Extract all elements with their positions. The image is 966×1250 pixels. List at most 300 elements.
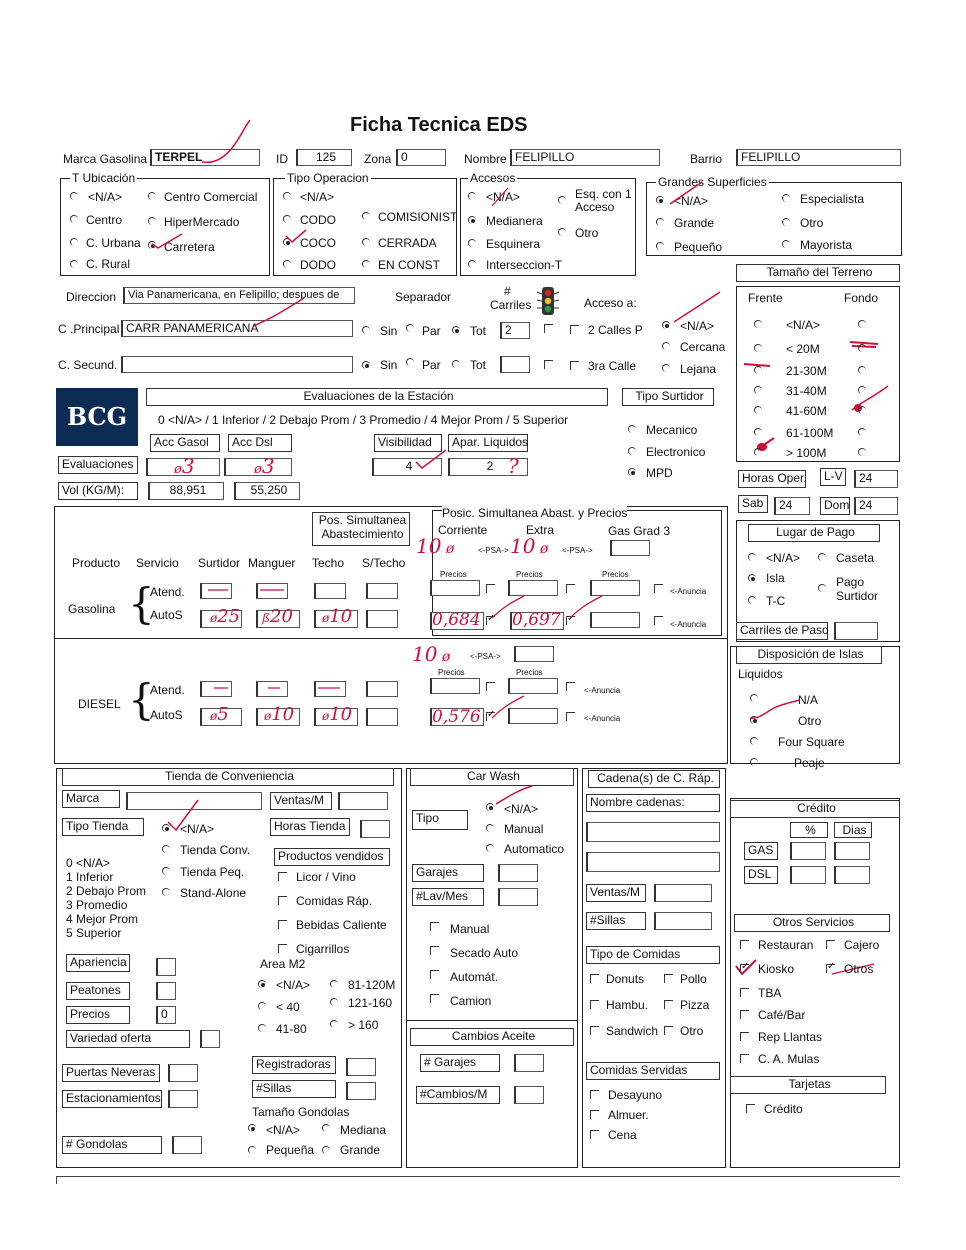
traffic-light-icon: [536, 286, 560, 316]
area-opt-na: <N/A>: [276, 978, 311, 992]
sep1-sin: Sin: [380, 324, 398, 338]
acc-dsl-label: Acc Dsl: [228, 434, 292, 452]
otros-item-chk[interactable]: [740, 1054, 749, 1063]
area-radio-40[interactable]: [258, 1002, 266, 1010]
cambios-garajes-field[interactable]: [514, 1054, 544, 1072]
cw-lav-label: #Lav/Mes: [412, 888, 484, 906]
terreno-frente-radio[interactable]: [754, 448, 762, 456]
apariencia-field[interactable]: [156, 958, 176, 976]
gas-psa-grad3[interactable]: [610, 540, 650, 556]
credito-dias-label: Dias: [834, 822, 872, 838]
tam-radio-na[interactable]: [248, 1124, 256, 1132]
carriles-field-1[interactable]: [500, 322, 530, 339]
comida-item-chk[interactable]: [590, 1026, 599, 1035]
gondolas-field[interactable]: [172, 1136, 202, 1154]
dsl-precios-2: Precios: [516, 668, 543, 677]
comida-item-label: Pizza: [680, 998, 710, 1012]
terreno-frente-radio[interactable]: [754, 366, 762, 374]
puertas-field[interactable]: [168, 1064, 198, 1082]
cambios-cambios-field[interactable]: [514, 1086, 544, 1104]
dsl-atend-label: Atend.: [150, 683, 185, 697]
tipo-op-radio-en-const[interactable]: [362, 260, 370, 268]
otros-item-chk[interactable]: [740, 1010, 749, 1019]
dos-calles-chk[interactable]: [570, 325, 579, 334]
ubicacion-opt-centro-comercial: Centro Comercial: [164, 190, 258, 204]
barrio-field[interactable]: [736, 149, 901, 166]
surtidor-radio-mecanico[interactable]: [628, 425, 636, 433]
pago-radio-isla[interactable]: [748, 574, 756, 582]
otros-item-chk[interactable]: [740, 964, 749, 973]
otros-item-chk[interactable]: [740, 1032, 749, 1041]
accesos-radio-esq[interactable]: [558, 196, 566, 204]
tienda-scale-item: 1 Inferior: [66, 870, 114, 884]
terreno-fondo-radio[interactable]: [858, 386, 866, 394]
accesos-radio-esquinera[interactable]: [468, 239, 476, 247]
area-radio-na[interactable]: [258, 980, 266, 988]
pago-radio-surtidor[interactable]: [818, 584, 826, 592]
comida-item-label: Pollo: [680, 972, 707, 986]
tipo-op-opt-en-const: EN CONST: [378, 258, 441, 272]
gas-autos-label: AutoS: [150, 608, 183, 622]
acc-gasol-hw-value: 3: [181, 454, 195, 478]
terreno-fondo-radio[interactable]: [858, 320, 866, 328]
pago-radio-caseta[interactable]: [818, 553, 826, 561]
direccion-field[interactable]: [123, 287, 355, 304]
gas-pos-hw-value: 10: [416, 534, 442, 558]
dom-field[interactable]: [854, 497, 898, 515]
terreno-fondo-radio[interactable]: [858, 406, 866, 414]
pago-opt-caseta: Caseta: [836, 551, 875, 565]
dsl-psa: <-PSA->: [470, 652, 501, 661]
dsl-pos-hw: [412, 642, 450, 666]
tipo-op-radio-dodo[interactable]: [283, 260, 291, 268]
surtidor-radio-electronico[interactable]: [628, 447, 636, 455]
stecho-header: S/Techo: [362, 556, 406, 570]
gs-radio-otro[interactable]: [782, 218, 790, 226]
dsl-price-mark: [488, 694, 528, 722]
otros-item-label: Cajero: [844, 938, 880, 952]
dsl-autos-surtidor-hw-prefix: ø: [210, 709, 218, 723]
terreno-title: Tamaño del Terreno: [736, 264, 900, 282]
tipo-op-opt-na: <N/A>: [300, 190, 335, 204]
terreno-fondo-radio[interactable]: [858, 366, 866, 374]
zona-field[interactable]: [396, 149, 446, 166]
area-opt-121: 121-160: [348, 996, 393, 1010]
carwash-title: Car Wash: [410, 768, 574, 786]
credito-chk-label: Crédito: [764, 1102, 803, 1116]
credito-chk[interactable]: [746, 1104, 755, 1113]
tienda-opt-conv: Tienda Conv.: [180, 843, 251, 857]
accesos-radio-medianera[interactable]: [468, 216, 476, 224]
area-radio-121[interactable]: [330, 998, 338, 1006]
sep2-par-radio[interactable]: [406, 358, 414, 366]
vol-dsl-field[interactable]: [234, 482, 300, 500]
tam-opt-mediana: Mediana: [340, 1123, 387, 1137]
cw-check-mark: [494, 784, 534, 808]
gas-precios-2: Precios: [516, 570, 543, 579]
accesos-opt-na: <N/A>: [486, 190, 521, 204]
grandes-superficies-title: Grandes Superficies: [658, 175, 767, 189]
carril-chk-1[interactable]: [544, 324, 553, 333]
gas-pos-hw: [416, 534, 454, 558]
dsl-autos-anuncia: <-Anuncia: [584, 714, 621, 723]
vol-gasol-field[interactable]: [148, 482, 224, 500]
id-field[interactable]: [296, 149, 352, 166]
otros-item-label: C. A. Mulas: [758, 1052, 820, 1066]
dsl-precios-1: Precios: [438, 668, 465, 677]
principal-label: C .Principal: [58, 322, 120, 336]
gs-radio-na[interactable]: [656, 196, 664, 204]
carretera-check-mark: [150, 232, 184, 250]
disposicion-sub: Liquidos: [738, 667, 783, 681]
gs-opt-especialista: Especialista: [800, 192, 865, 206]
gs-opt-na: <N/A>: [674, 194, 709, 208]
dsl-atend-precio-2[interactable]: [508, 678, 558, 694]
terreno-frente-radio[interactable]: [754, 320, 762, 328]
terreno-frente-radio[interactable]: [754, 386, 762, 394]
sep1-par: Par: [422, 324, 441, 338]
otros-item-chk[interactable]: [826, 940, 835, 949]
acceso-opt-lejana: Lejana: [680, 362, 717, 376]
gasolina-brace: {: [128, 579, 155, 628]
tipo-op-radio-cerrada[interactable]: [362, 238, 370, 246]
id-label: ID: [276, 152, 288, 166]
tercera-calle-label: 3ra Calle: [588, 359, 637, 373]
area-label: Area M2: [260, 957, 306, 971]
sab-label: Sab: [738, 495, 768, 513]
cambios-title: Cambios Aceite: [410, 1028, 574, 1046]
sep2-sin-radio[interactable]: [362, 361, 370, 369]
comida-item-chk[interactable]: [664, 974, 673, 983]
tipo-tienda-label: Tipo Tienda: [62, 818, 144, 836]
area-radio-160[interactable]: [330, 1020, 338, 1028]
tienda-radio-conv[interactable]: [162, 845, 170, 853]
cw-opt-na: <N/A>: [504, 802, 539, 816]
cadenas-nombre-field-1[interactable]: [586, 822, 720, 842]
registradoras-field[interactable]: [346, 1058, 376, 1076]
servida-item-chk[interactable]: [590, 1130, 599, 1139]
cw-garajes-field[interactable]: [498, 864, 538, 882]
gas-autos-surtidor-hw: [210, 606, 240, 627]
credito-dsl-dias[interactable]: [834, 866, 870, 884]
barrio-value: FELIPILLO: [741, 150, 801, 164]
estacionamientos-field[interactable]: [168, 1090, 198, 1108]
cw-radio-na[interactable]: [486, 803, 494, 811]
sep2-tot-radio[interactable]: [452, 360, 460, 368]
gas-atend-chk-1[interactable]: [486, 584, 495, 593]
peatones-label: Peatones: [66, 982, 130, 1000]
ubicacion-opt-na: <N/A>: [88, 190, 123, 204]
terreno-frente: Frente: [748, 291, 783, 305]
gas-atend-label: Atend.: [150, 585, 185, 599]
acc-gasol-label: Acc Gasol: [150, 434, 220, 452]
cw-item-chk[interactable]: [430, 922, 439, 931]
otros-item-chk[interactable]: [740, 940, 749, 949]
disp-radio-four[interactable]: [750, 737, 758, 745]
comida-item-label: Sandwich: [606, 1024, 659, 1038]
tienda-marca-label: Marca: [62, 790, 120, 808]
cw-lav-field[interactable]: [498, 888, 538, 906]
accesos-opt-medianera: Medianera: [486, 214, 543, 228]
gas-atend-precio-corriente[interactable]: [430, 580, 480, 596]
tercera-calle-chk[interactable]: [570, 361, 579, 370]
ubicacion-radio-rural[interactable]: [70, 260, 78, 268]
comida-item-chk[interactable]: [590, 1000, 599, 1009]
tienda-check-mark: [166, 798, 200, 834]
credito-gas-dias[interactable]: [834, 842, 870, 860]
vol-gasol-value: 88,951: [169, 483, 207, 497]
puertas-label: Puertas Neveras: [62, 1064, 160, 1082]
accesos-opt-esq: Esq. con 1 Acceso: [575, 187, 632, 214]
corriente-label: Corriente: [438, 523, 488, 537]
sep1-sin-radio[interactable]: [362, 326, 370, 334]
prod-item-label: Cigarrillos: [296, 942, 350, 956]
tienda-opt-stand: Stand-Alone: [180, 886, 247, 900]
apar-liquidos-label: Apar. Liquidos: [448, 434, 528, 452]
gas-autos-anuncia-chk[interactable]: [654, 616, 663, 625]
pago-opt-isla: Isla: [766, 571, 785, 585]
sab-field[interactable]: [774, 497, 810, 515]
terreno-fondo-radio[interactable]: [858, 448, 866, 456]
servida-item-label: Desayuno: [608, 1088, 663, 1102]
cadenas-sillas-label: #Sillas: [586, 912, 646, 930]
lv-label: L-V: [820, 468, 846, 486]
gs-radio-mayorista[interactable]: [782, 240, 790, 248]
cw-radio-auto[interactable]: [486, 844, 494, 852]
tam-opt-pequena: Pequeña: [266, 1143, 315, 1157]
tipo-operacion-title: Tipo Operacion: [287, 171, 369, 185]
dsl-autos-anuncia-chk[interactable]: [566, 712, 575, 721]
ubicacion-radio-urbana[interactable]: [70, 238, 78, 246]
otros-item-chk[interactable]: [826, 964, 835, 973]
carriles-value: 2: [505, 323, 512, 337]
acceso-radio-na[interactable]: [662, 321, 670, 329]
gas-precios-3: Precios: [602, 570, 629, 579]
terreno-row-label: 31-40M: [786, 384, 827, 398]
credito-dsl-pct[interactable]: [790, 866, 826, 884]
pago-opt-tc: T-C: [766, 594, 786, 608]
gs-opt-pequeno: Pequeño: [674, 240, 723, 254]
marca-check-mark: [200, 118, 252, 168]
surtidor-opt-mecanico: Mecanico: [646, 423, 698, 437]
diesel-brace: {: [128, 675, 155, 724]
evaluaciones-scale: 0 <N/A> / 1 Inferior / 2 Debajo Prom / 3 Promedio / 4 Mejor Prom / 5 Superior: [158, 413, 569, 427]
pago-radio-tc[interactable]: [748, 596, 756, 604]
tipo-op-radio-na[interactable]: [283, 192, 291, 200]
dsl-autos-manguer-hw-value: 10: [271, 704, 295, 725]
sep1-tot-radio[interactable]: [452, 326, 460, 334]
area-radio-41[interactable]: [258, 1024, 266, 1032]
dom-value: 24: [859, 498, 873, 512]
sep1-par-radio[interactable]: [406, 324, 414, 332]
ubicacion-radio-centro[interactable]: [70, 215, 78, 223]
terreno-row-label: < 20M: [786, 342, 820, 356]
tam-radio-mediana[interactable]: [322, 1124, 330, 1132]
carril-chk-2[interactable]: [544, 360, 553, 369]
apar-hw: ?: [508, 454, 519, 478]
gs-radio-especialista[interactable]: [782, 194, 790, 202]
lugar-pago-title: Lugar de Pago: [748, 524, 880, 542]
gs-radio-grande[interactable]: [656, 218, 664, 226]
gas-autos-manguer-hw: [262, 606, 293, 627]
acceso-radio-cercana[interactable]: [662, 342, 670, 350]
lv-field[interactable]: [854, 470, 898, 488]
gas-atend-anuncia-chk[interactable]: [654, 584, 663, 593]
barrio-label: Barrio: [690, 152, 723, 166]
ubicacion-radio-centro-comercial[interactable]: [148, 192, 156, 200]
acceso-opt-na: <N/A>: [680, 319, 715, 333]
terreno-fondo-radio[interactable]: [858, 428, 866, 436]
gas-psa-1: <-PSA->: [478, 546, 509, 555]
principal-field[interactable]: [121, 320, 353, 337]
tipo-op-opt-comisionist: COMISIONIST: [378, 210, 458, 224]
carriles-field-2[interactable]: [500, 356, 530, 373]
gs-radio-pequeno[interactable]: [656, 242, 664, 250]
secund-field[interactable]: [121, 356, 353, 373]
ubicacion-radio-hipermercado[interactable]: [148, 217, 156, 225]
servida-item-chk[interactable]: [590, 1090, 599, 1099]
bcg-logo: BCG: [56, 388, 138, 446]
comida-item-chk[interactable]: [664, 1026, 673, 1035]
credito-gas-pct[interactable]: [790, 842, 826, 860]
accesos-radio-interseccion[interactable]: [468, 260, 476, 268]
cw-item-chk[interactable]: [430, 994, 439, 1003]
cadenas-nombre-field-2[interactable]: [586, 852, 720, 872]
tam-radio-grande[interactable]: [322, 1146, 330, 1154]
servida-item-label: Almuer.: [608, 1108, 649, 1122]
tienda-sillas-field[interactable]: [346, 1082, 376, 1100]
tienda-radio-stand[interactable]: [162, 888, 170, 896]
comida-item-label: Hambu.: [606, 998, 649, 1012]
dsl-psa-field[interactable]: [514, 646, 554, 662]
cw-item-label: Secado Auto: [450, 946, 519, 960]
lv-value: 24: [859, 471, 873, 485]
tipo-op-opt-cerrada: CERRADA: [378, 236, 437, 250]
cw-item-chk[interactable]: [430, 946, 439, 955]
disp-opt-peaje: Peaje: [794, 756, 825, 770]
acceso-radio-lejana[interactable]: [662, 364, 670, 372]
comida-item-chk[interactable]: [590, 974, 599, 983]
terreno-row-label: <N/A>: [786, 318, 821, 332]
horas-label: Horas Oper.: [738, 470, 806, 488]
dsl-autos-label: AutoS: [150, 708, 183, 722]
posic-title: Posic. Simultanea Abast. y Precios: [442, 506, 628, 520]
dsl-atend-chk[interactable]: [486, 682, 495, 691]
precios-label: Precios: [66, 1006, 130, 1024]
prod-item-chk[interactable]: [278, 944, 287, 953]
disp-opt-four: Four Square: [778, 735, 845, 749]
tipo-op-radio-codo[interactable]: [283, 215, 291, 223]
terreno-row-label: 41-60M: [786, 404, 827, 418]
cadenas-nombre-label: Nombre cadenas:: [586, 794, 720, 812]
tienda-scale-item: 2 Debajo Prom: [66, 884, 147, 898]
gas-autos-techo-hw-value: 10: [329, 606, 353, 627]
servida-item-label: Cena: [608, 1128, 637, 1142]
terreno-fondo-radio[interactable]: [858, 344, 866, 352]
cw-garajes-label: Garajes: [412, 864, 484, 882]
dsl-atend-anuncia: <-Anuncia: [584, 686, 621, 695]
dsl-atend-precio[interactable]: [430, 678, 480, 694]
dsl-atend-anuncia-chk[interactable]: [566, 682, 575, 691]
cadenas-sillas-field[interactable]: [654, 912, 712, 930]
tienda-ventas-field[interactable]: [338, 792, 388, 810]
ubicacion-radio-na[interactable]: [70, 192, 78, 200]
variedad-field[interactable]: [200, 1030, 220, 1048]
gas-atend-anuncia: <-Anuncia: [670, 587, 707, 596]
principal-value: CARR PANAMERICANA: [126, 321, 259, 335]
precios-field[interactable]: [156, 1006, 176, 1024]
servida-item-chk[interactable]: [590, 1110, 599, 1119]
terreno-row-label: 21-30M: [786, 364, 827, 378]
dsl-autos-manguer-hw: [264, 704, 294, 725]
dsl-pos-hw-suffix: ø: [437, 649, 451, 665]
surtidor-opt-electronico: Electronico: [646, 445, 706, 459]
prod-item-chk[interactable]: [278, 896, 287, 905]
producto-divider: [54, 638, 728, 639]
surtidor-radio-mpd[interactable]: [628, 468, 636, 476]
sep1-tot: Tot: [470, 324, 487, 338]
gas-atend-chk-2[interactable]: [566, 584, 575, 593]
acc-dsl-hw-value: 3: [261, 454, 275, 478]
visibilidad-value: 4: [405, 459, 413, 473]
acceso-check-mark: [672, 290, 722, 326]
comida-item-label: Otro: [680, 1024, 704, 1038]
prod-item-label: Licor / Vino: [296, 870, 356, 884]
price-corriente-hw: 0,684: [432, 610, 481, 630]
tipo-op-radio-comisionist[interactable]: [362, 212, 370, 220]
accesos-radio-na[interactable]: [468, 192, 476, 200]
gas-autos-manguer-hw-value: 20: [270, 606, 293, 627]
surtidor-opt-mpd: MPD: [646, 466, 673, 480]
cw-radio-manual[interactable]: [486, 824, 494, 832]
bottom-rule-tick: [56, 1176, 57, 1184]
disp-radio-peaje[interactable]: [750, 758, 758, 766]
terreno-row-label: 61-100M: [786, 426, 834, 440]
peatones-field[interactable]: [156, 982, 176, 1000]
techo-header: Techo: [312, 556, 345, 570]
tienda-radio-peq[interactable]: [162, 867, 170, 875]
carriles-paso-field[interactable]: [834, 622, 878, 640]
accesos-opt-esquinera: Esquinera: [486, 237, 541, 251]
variedad-label: Variedad oferta: [66, 1030, 190, 1048]
otros-item-chk[interactable]: [740, 988, 749, 997]
prod-item-chk[interactable]: [278, 920, 287, 929]
gs-check-mark: [668, 180, 704, 206]
tam-radio-pequena[interactable]: [248, 1146, 256, 1154]
cw-item-chk[interactable]: [430, 970, 439, 979]
gas-autos-stecho[interactable]: [366, 610, 398, 628]
accesos-title: Accesos: [470, 171, 516, 185]
sab-value: 24: [779, 498, 793, 512]
terreno-frente-radio[interactable]: [754, 406, 762, 414]
pago-radio-na[interactable]: [748, 553, 756, 561]
separador-label: Separador: [395, 290, 452, 304]
cadenas-ventas-field[interactable]: [654, 884, 712, 902]
comida-item-chk[interactable]: [664, 1000, 673, 1009]
terreno-frente-radio[interactable]: [754, 344, 762, 352]
horas-tienda-field[interactable]: [360, 820, 390, 838]
terreno-row-label: > 100M: [786, 446, 827, 460]
pago-opt-na: <N/A>: [766, 551, 801, 565]
principal-check-mark: [252, 296, 306, 330]
terreno-frente-radio[interactable]: [754, 428, 762, 436]
accesos-radio-otro[interactable]: [558, 228, 566, 236]
area-radio-81[interactable]: [330, 980, 338, 988]
dsl-autos-stecho[interactable]: [366, 708, 398, 726]
nombre-field[interactable]: [510, 149, 660, 166]
prod-item-chk[interactable]: [278, 872, 287, 881]
acc-gasol-hw: [174, 454, 195, 478]
